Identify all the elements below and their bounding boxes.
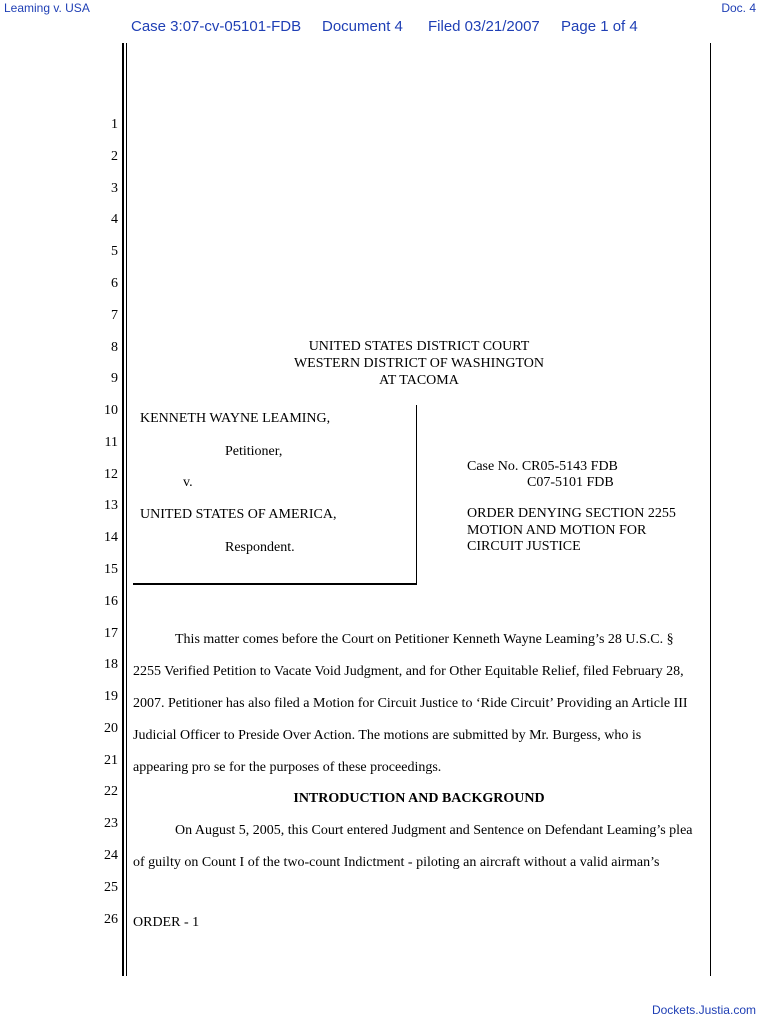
line-number: 14 <box>104 530 118 545</box>
line-number: 3 <box>111 181 118 196</box>
section-heading: INTRODUCTION AND BACKGROUND <box>293 791 545 806</box>
line-number: 17 <box>104 626 118 641</box>
court-location: AT TACOMA <box>379 373 459 388</box>
case-number-line-1: Case No. CR05-5143 FDB <box>467 459 618 474</box>
case-number-line-2: C07-5101 FDB <box>527 475 614 490</box>
line-number: 16 <box>104 594 118 609</box>
line-number: 9 <box>111 371 118 386</box>
versus-label: v. <box>183 475 193 490</box>
line-number: 22 <box>104 784 118 799</box>
case-number: Case 3:07-cv-05101-FDB <box>131 18 302 35</box>
caption-bottom-rule <box>133 583 417 585</box>
page-indicator: Page 1 of 4 <box>561 18 638 35</box>
body-paragraph-1-line-5: appearing pro se for the purposes of these proceedings. <box>133 760 442 775</box>
left-margin-rule <box>122 43 124 976</box>
order-title-line-2: MOTION AND MOTION FOR <box>467 523 647 538</box>
court-district: WESTERN DISTRICT OF WASHINGTON <box>293 356 545 371</box>
line-number: 10 <box>104 403 118 418</box>
petitioner-role: Petitioner, <box>225 444 283 459</box>
body-paragraph-2-line-2: of guilty on Count I of the two-count Indictment - piloting an aircraft without a valid airman’s <box>133 855 660 870</box>
line-number: 6 <box>111 276 118 291</box>
respondent-role: Respondent. <box>225 540 295 555</box>
line-number: 21 <box>104 753 118 768</box>
line-number: 12 <box>104 467 118 482</box>
document-number-link[interactable]: Doc. 4 <box>721 1 756 15</box>
body-paragraph-1-line-2: 2255 Verified Petition to Vacate Void Judgment, and for Other Equitable Relief, filed February 28, <box>133 664 684 679</box>
line-number: 2 <box>111 149 118 164</box>
body-paragraph-1-line-1: This matter comes before the Court on Petitioner Kenneth Wayne Leaming’s 28 U.S.C. § <box>175 632 674 647</box>
body-paragraph-2-line-1: On August 5, 2005, this Court entered Judgment and Sentence on Defendant Leaming’s plea <box>175 823 693 838</box>
body-paragraph-1-line-4: Judicial Officer to Preside Over Action. The motions are submitted by Mr. Burgess, who is <box>133 728 642 743</box>
court-name: UNITED STATES DISTRICT COURT <box>308 339 530 354</box>
right-margin-rule <box>710 43 711 976</box>
line-number: 11 <box>104 435 118 450</box>
case-title-link[interactable]: Leaming v. USA <box>4 1 90 15</box>
caption-vertical-rule <box>416 405 417 584</box>
line-number: 1 <box>111 117 118 132</box>
line-number: 7 <box>111 308 118 323</box>
line-number: 4 <box>111 212 118 227</box>
line-number: 26 <box>104 912 118 927</box>
body-paragraph-1-line-3: 2007. Petitioner has also filed a Motion for Circuit Justice to ‘Ride Circuit’ Providing an Article III <box>133 696 688 711</box>
document-label: Document 4 <box>322 18 403 35</box>
left-margin-rule-inner <box>126 43 127 976</box>
line-number: 15 <box>104 562 118 577</box>
line-number: 8 <box>111 340 118 355</box>
line-number: 5 <box>111 244 118 259</box>
case-header <box>0 18 768 38</box>
filed-date: Filed 03/21/2007 <box>428 18 540 35</box>
order-title-line-1: ORDER DENYING SECTION 2255 <box>467 506 676 521</box>
line-number: 25 <box>104 880 118 895</box>
order-page-label: ORDER - 1 <box>133 915 200 930</box>
line-number: 23 <box>104 816 118 831</box>
justia-source-link[interactable]: Dockets.Justia.com <box>651 1003 756 1017</box>
respondent-name: UNITED STATES OF AMERICA, <box>140 507 337 522</box>
order-title-line-3: CIRCUIT JUSTICE <box>467 539 581 554</box>
line-number: 20 <box>104 721 118 736</box>
line-number: 24 <box>104 848 118 863</box>
line-number: 19 <box>104 689 118 704</box>
line-number: 18 <box>104 657 118 672</box>
line-number: 13 <box>104 498 118 513</box>
petitioner-name: KENNETH WAYNE LEAMING, <box>140 411 331 426</box>
